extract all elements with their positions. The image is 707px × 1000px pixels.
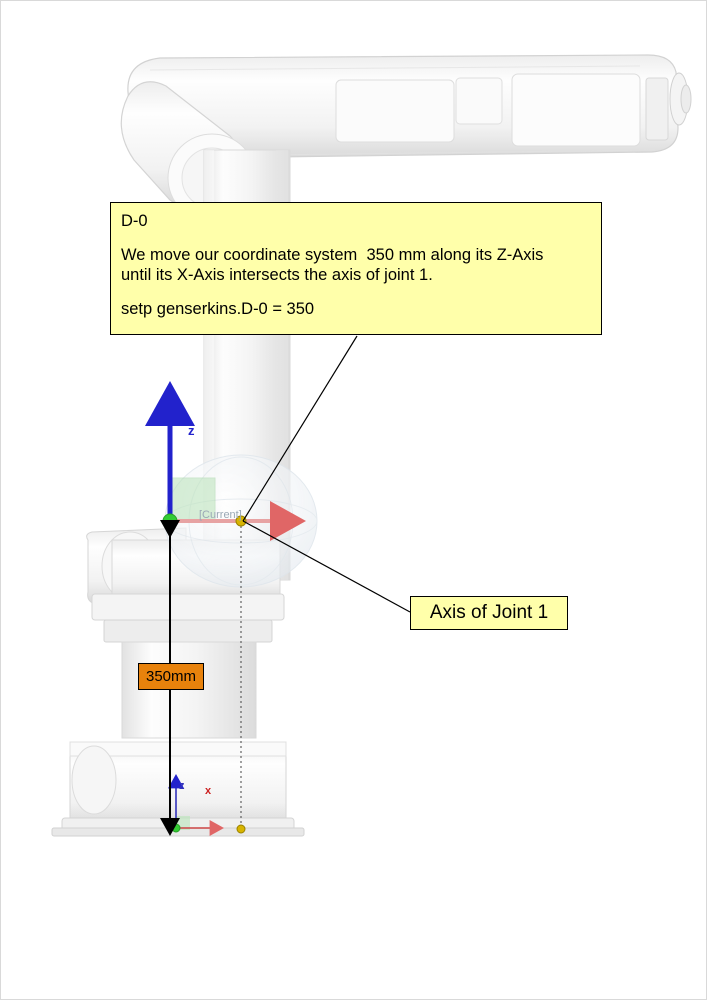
z-axis-label-base: z	[179, 780, 185, 792]
z-axis-label-upper: z	[188, 423, 195, 438]
current-frame-label: [Current]	[199, 509, 242, 521]
callout-axis-label: Axis of Joint 1	[429, 602, 549, 623]
callout-d0-body-line2: until its X-Axis intersects the axis of joint 1.	[121, 266, 433, 284]
callout-d0-heading: D-0	[121, 212, 148, 230]
callout-d0-code: setp genserkins.D-0 = 350	[121, 300, 315, 318]
callout-d0-body-line1: We move our coordinate system 350 mm along its Z-Axis	[121, 246, 544, 264]
callout-d0	[110, 202, 602, 335]
dimension-badge-350mm: 350mm	[138, 663, 204, 690]
callout-axis-of-joint-1	[410, 596, 568, 630]
x-axis-label-base: x	[205, 785, 212, 797]
spacer	[121, 231, 591, 245]
spacer	[121, 285, 591, 299]
